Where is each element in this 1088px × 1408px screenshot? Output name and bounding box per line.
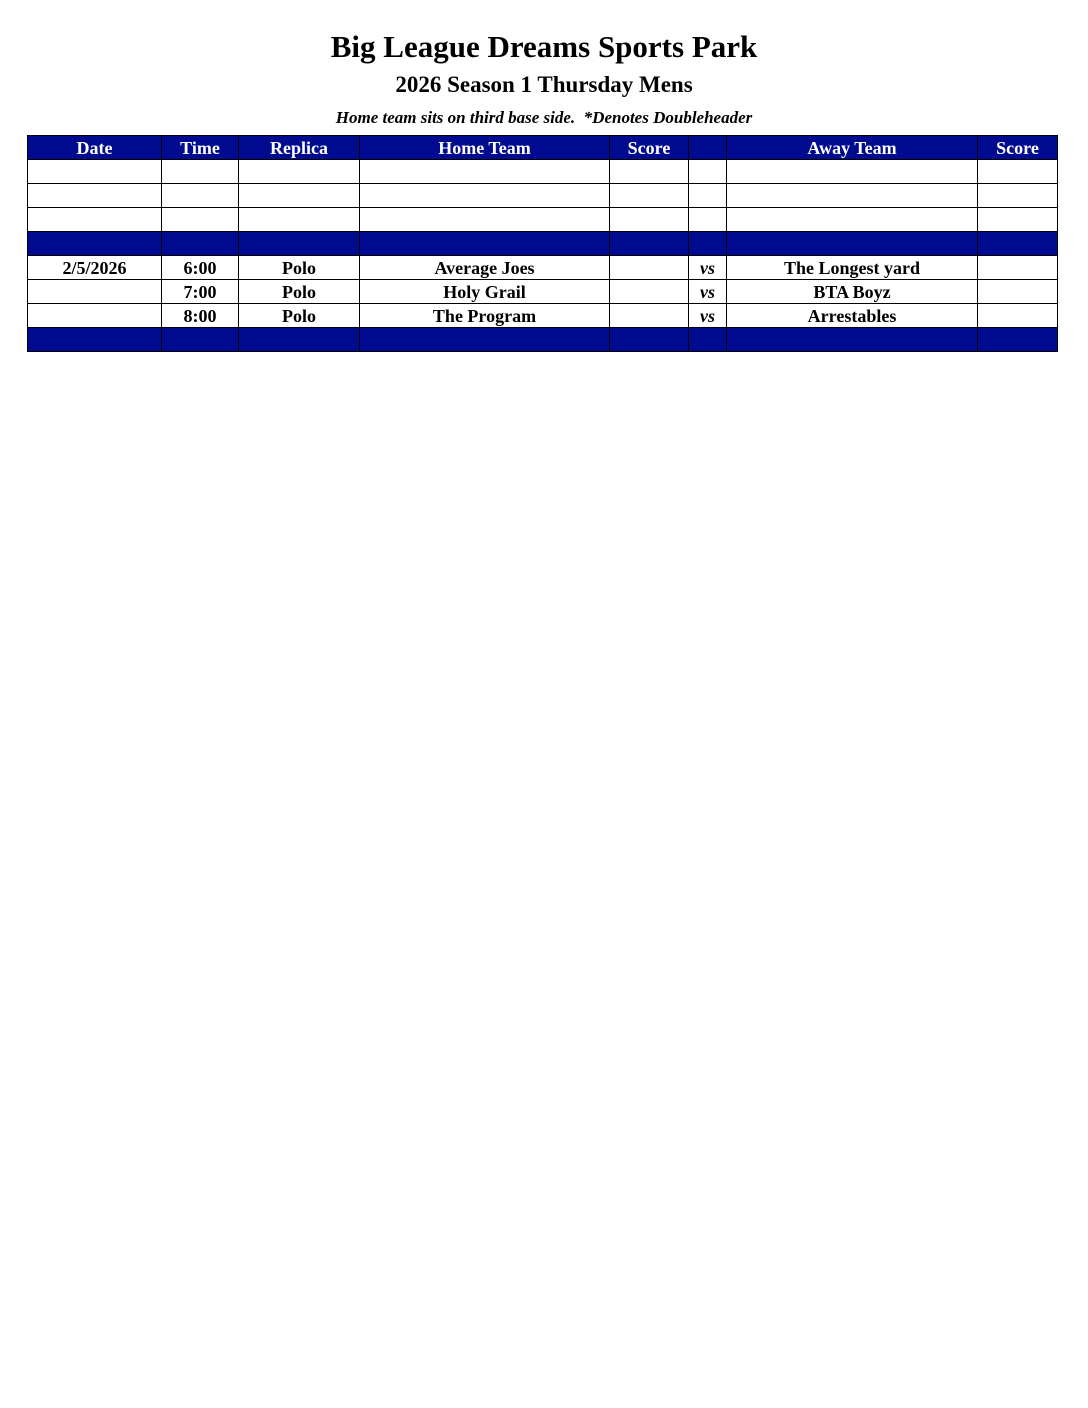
column-header-vs [689, 136, 727, 160]
replica-cell [239, 208, 360, 232]
vs-cell: vs [689, 280, 727, 304]
away-score-cell [978, 160, 1058, 184]
column-header-home-team: Home Team [360, 136, 610, 160]
column-header-away-score: Score [978, 136, 1058, 160]
date-cell [28, 184, 162, 208]
away-score-cell [978, 280, 1058, 304]
replica-cell [239, 184, 360, 208]
home-score-cell [610, 208, 689, 232]
page-title: Big League Dreams Sports Park [330, 29, 758, 64]
time-cell: 6:00 [162, 256, 239, 280]
away-score-cell [978, 256, 1058, 280]
time-cell [162, 160, 239, 184]
table-row-game [28, 304, 1058, 328]
vs-cell: vs [689, 304, 727, 328]
table-row-game [28, 256, 1058, 280]
date-cell [28, 304, 162, 328]
home-score-cell [610, 304, 689, 328]
home-score-cell [610, 160, 689, 184]
home-team-cell: Average Joes [360, 256, 610, 280]
table-header-row [28, 136, 1058, 160]
away-team-cell: BTA Boyz [727, 280, 978, 304]
replica-cell: Polo [239, 256, 360, 280]
home-score-cell [610, 184, 689, 208]
date-cell [28, 208, 162, 232]
column-header-away-team: Away Team [727, 136, 978, 160]
away-team-cell [727, 208, 978, 232]
table-row-game [28, 280, 1058, 304]
away-score-cell [978, 304, 1058, 328]
column-header-time: Time [162, 136, 239, 160]
home-team-cell: The Program [360, 304, 610, 328]
away-team-cell [727, 184, 978, 208]
home-team-cell [360, 160, 610, 184]
vs-cell [689, 160, 727, 184]
doubleheader-note: Home team sits on third base side. *Denotes Doubleheader [335, 108, 753, 127]
date-cell [28, 280, 162, 304]
home-team-cell [360, 208, 610, 232]
replica-cell [239, 160, 360, 184]
away-score-cell [978, 208, 1058, 232]
table-row-empty [28, 208, 1058, 232]
date-cell [28, 160, 162, 184]
table-row-empty [28, 184, 1058, 208]
home-score-cell [610, 280, 689, 304]
date-cell: 2/5/2026 [28, 256, 162, 280]
table-row-empty [28, 160, 1058, 184]
column-header-date: Date [28, 136, 162, 160]
time-cell: 7:00 [162, 280, 239, 304]
table-separator-band [28, 232, 1058, 256]
away-score-cell [978, 184, 1058, 208]
home-score-cell [610, 256, 689, 280]
away-team-cell [727, 160, 978, 184]
replica-cell: Polo [239, 280, 360, 304]
home-team-cell [360, 184, 610, 208]
vs-cell: vs [689, 256, 727, 280]
table-separator-band [28, 328, 1058, 352]
time-cell [162, 208, 239, 232]
column-header-replica: Replica [239, 136, 360, 160]
time-cell: 8:00 [162, 304, 239, 328]
time-cell [162, 184, 239, 208]
vs-cell [689, 208, 727, 232]
vs-cell [689, 184, 727, 208]
season-subtitle: 2026 Season 1 Thursday Mens [395, 72, 693, 97]
replica-cell: Polo [239, 304, 360, 328]
column-header-home-score: Score [610, 136, 689, 160]
away-team-cell: The Longest yard [727, 256, 978, 280]
home-team-cell: Holy Grail [360, 280, 610, 304]
schedule-table [27, 135, 1058, 352]
away-team-cell: Arrestables [727, 304, 978, 328]
